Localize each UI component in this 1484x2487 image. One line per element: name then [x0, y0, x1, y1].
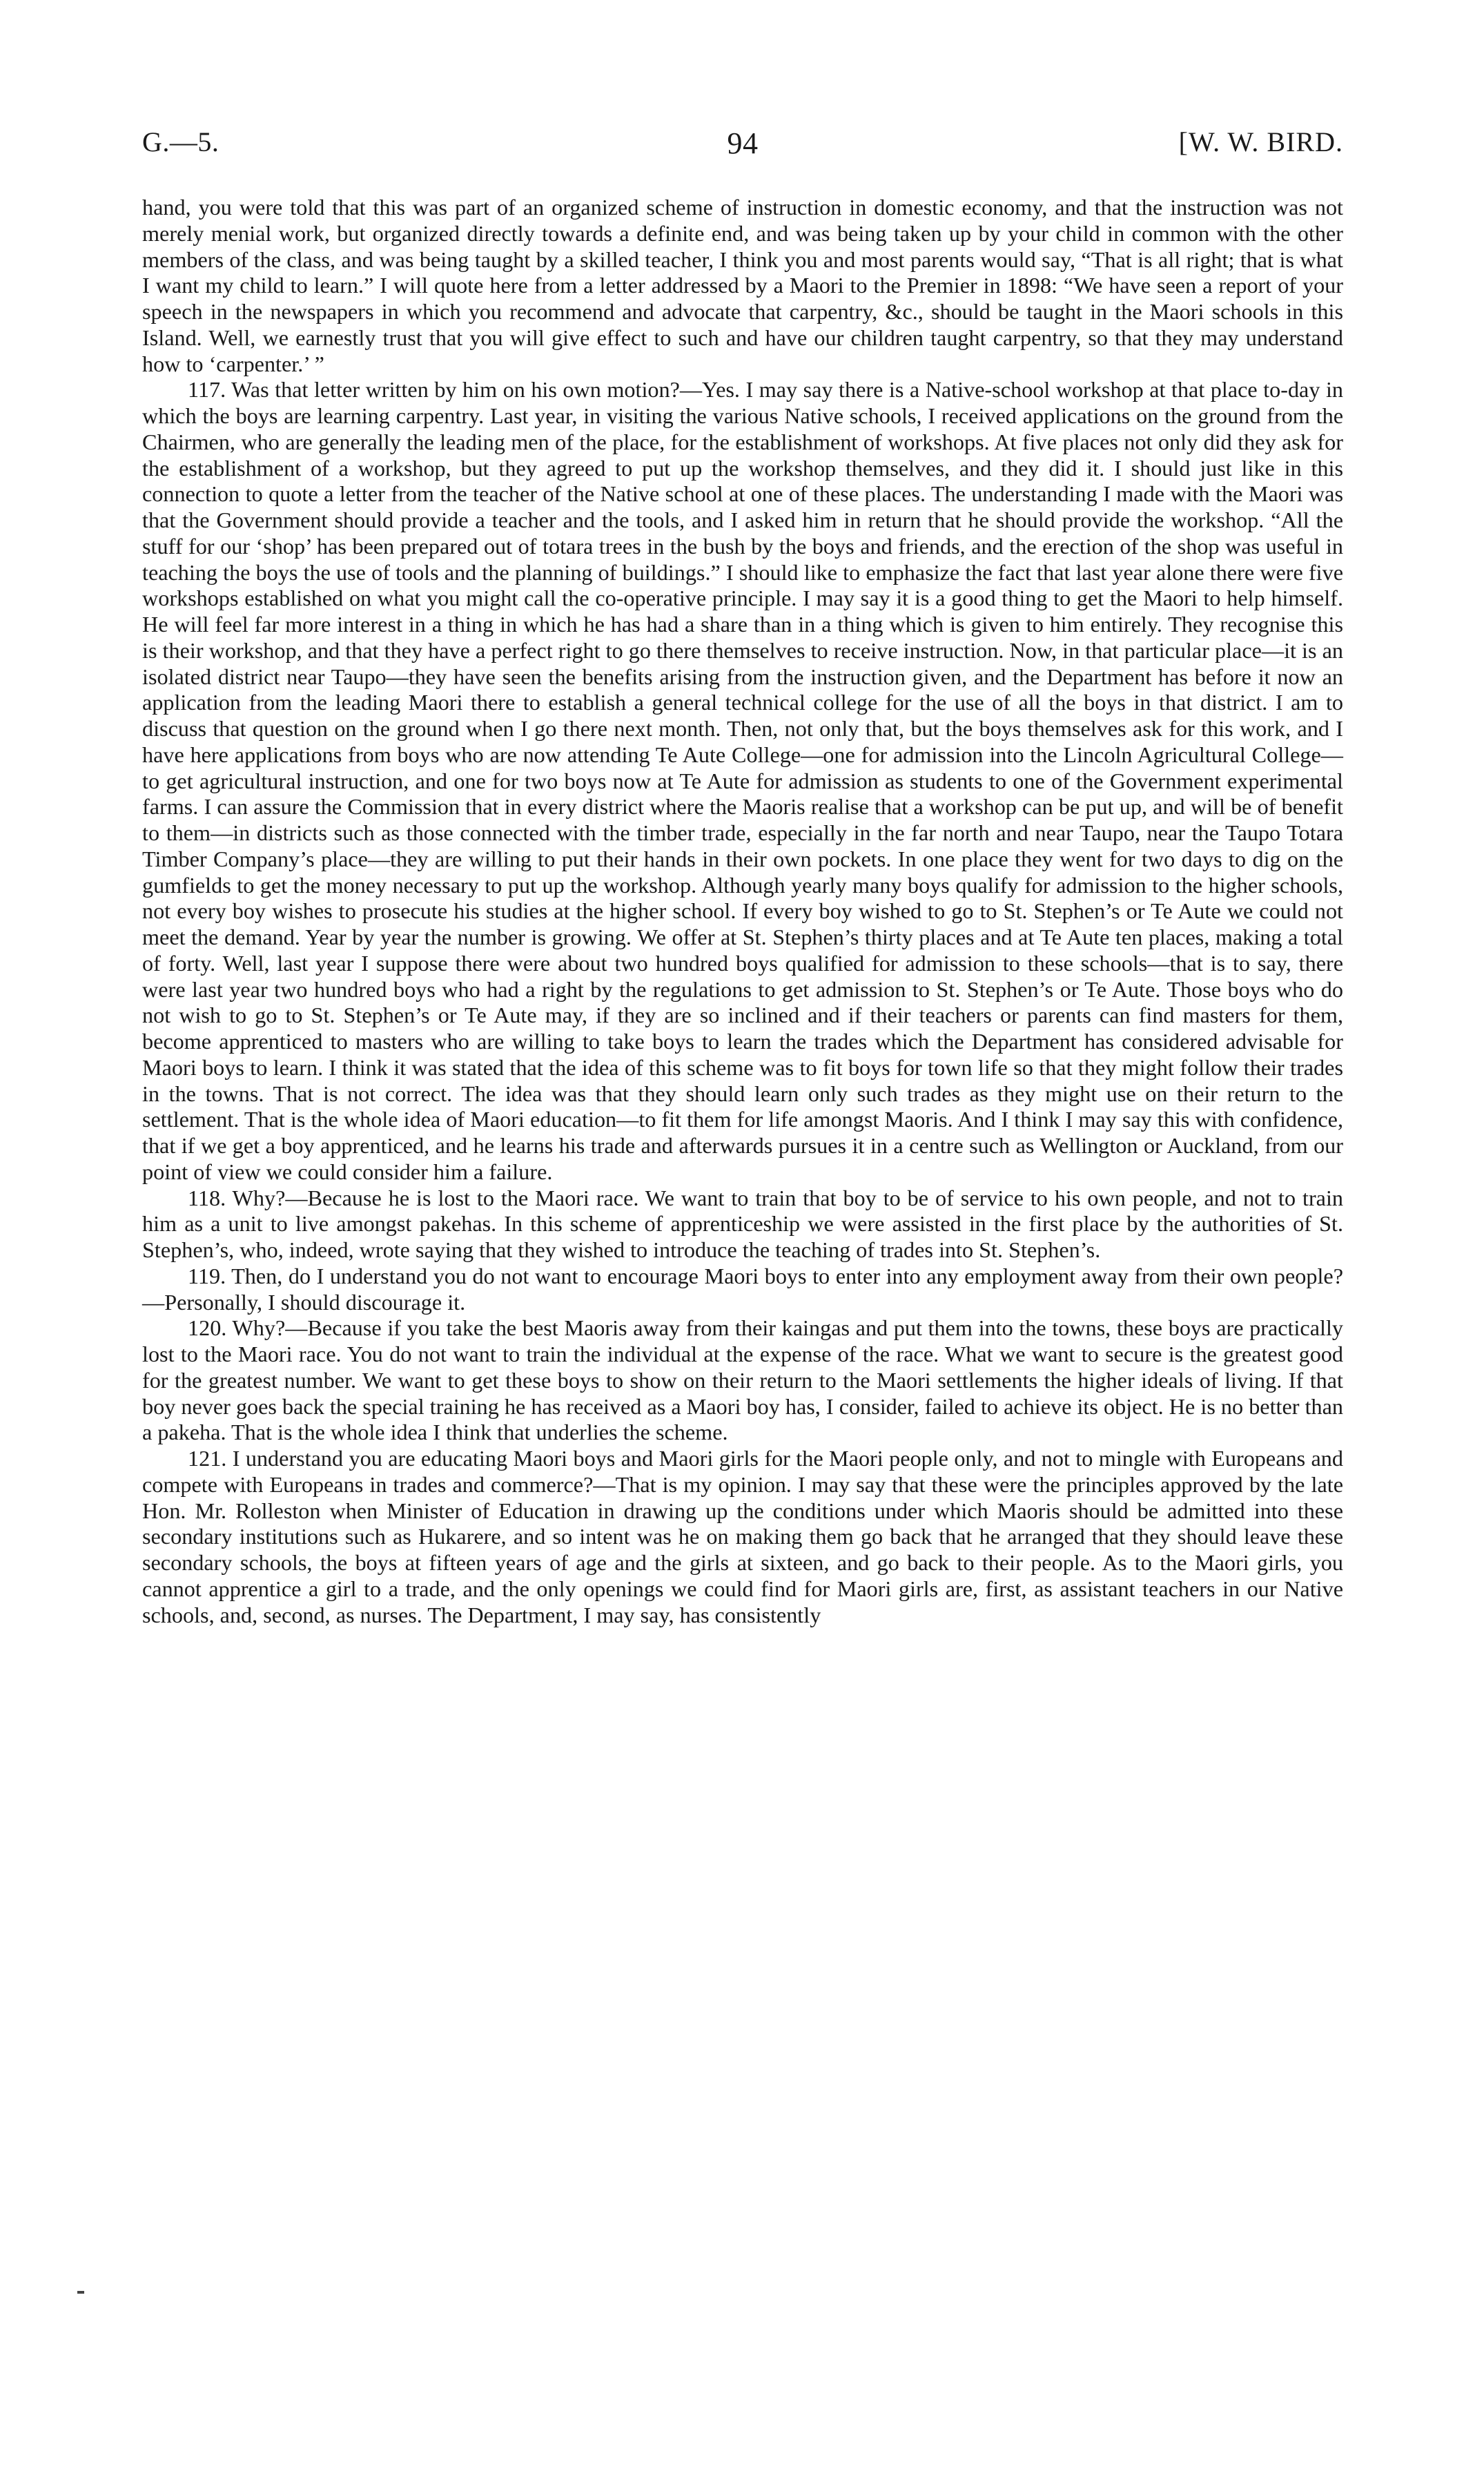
paragraph-118: 118. Why?—Because he is lost to the Maori race. We want to train that boy to be of service to his own people, and not to train him as a unit to live amongst pakehas. In this scheme of apprenticeship we were assisted in the first place by the authorities of St. Stephen’s, who, indeed, wrote saying that they wished to introduce the teaching of trades into St. Stephen’s.	[142, 1185, 1343, 1262]
margin-mark	[77, 2291, 84, 2294]
body-text	[142, 195, 1343, 1628]
witness-name: [W. W. BIRD.	[1178, 126, 1343, 157]
paragraph-121: 121. I understand you are educating Maori boys and Maori girls for the Maori people only, and not to mingle with Europeans and compete with Europeans in trades and commerce?—That is my opinion. I may say that these were the principles approved by the late Hon. Mr. Rolleston when Minister of Education in drawing up the conditions under which Maoris should be admitted into these secondary institutions such as Hukarere, and so intent was he on making them go back that he arranged that they should leave these secondary schools, the boys at fifteen years of age and the girls at sixteen, and go back to their people. As to the Maori girls, you cannot apprentice a girl to a trade, and the only openings we could find for Maori girls are, first, as assistant teachers in our Native schools, and, second, as nurses. The Department, I may say, has consistently	[142, 1446, 1343, 1627]
paragraph-continued: hand, you were told that this was part of an organized scheme of instruction in domestic economy, and that the instruction was not merely menial work, but organized directly towards a definite end, and was being taken up by your child in common with the other members of the class, and was being taught by a skilled teacher, I think you and most parents would say, “That is all right; that is what I want my child to learn.” I will quote here from a letter addressed by a Maori to the Premier in 1898: “We have seen a report of your speech in the newspapers in which you recommend and advocate that carpentry, &c., should be taught in the Maori schools in this Island. Well, we earnestly trust that you will give effect to such and have our children taught carpentry, so that they may understand how to ‘carpenter.’ ”	[142, 195, 1343, 376]
paragraph-120: 120. Why?—Because if you take the best Maoris away from their kaingas and put them into the towns, these boys are practically lost to the Maori race. You do not want to train the individual at the expense of the race. What we want to secure is the greatest good for the greatest number. We want to get these boys to show on their return to the Maori settlements the higher ideals of living. If that boy never goes back the special training he has received as a Maori boy has, I consider, failed to achieve its object. He is no better than a pakeha. That is the whole idea I think that underlies the scheme.	[142, 1315, 1343, 1445]
document-reference: G.—5.	[142, 126, 219, 157]
paragraph-119: 119. Then, do I understand you do not want to encourage Maori boys to enter into any employment away from their own people?—Personally, I should discourage it.	[142, 1263, 1343, 1315]
page-header	[142, 126, 1343, 167]
page-number: 94	[727, 126, 759, 160]
paragraph-117: 117. Was that letter written by him on his own motion?—Yes. I may say there is a Native-school workshop at that place to-day in which the boys are learning carpentry. Last year, in visiting the various Native schools, I received applications on the ground from the Chairmen, who are generally the leading men of the place, for the establishment of workshops. At five places not only did they ask for the establishment of a workshop, but they agreed to put up the workshop themselves, and they did it. I should just like in this connection to quote a letter from the teacher of the Native school at one of these places. The understanding I made with the Maori was that the Government should provide a teacher and the tools, and I asked him in return that he should provide the workshop. “All the stuff for our ‘shop’ has been prepared out of totara trees in the bush by the boys and friends, and the erection of the shop was useful in teaching the boys the use of tools and the planning of buildings.” I should like to emphasize the fact that last year alone there were five workshops established on what you might call the co-operative principle. I may say it is a good thing to get the Maori to help himself. He will feel far more interest in a thing in which he has had a share than in a thing which is given to him entirely. They recognise this is their workshop, and that they have a perfect right to go there themselves to receive instruction. Now, in that particular place—it is an isolated district near Taupo—they have seen the benefits arising from the instruction given, and the Department has before it now an application from the leading Maori there to establish a general technical college for the use of all the boys in that district. I am to discuss that question on the ground when I go there next month. Then, not only that, but the boys themselves ask for this work, and I have here applications from boys who are now attending Te Aute College—one for admission into the Lincoln Agricultural College—to get agricultural instruction, and one for two boys now at Te Aute for admission as students to one of the Government experimental farms. I can assure the Commission that in every district where the Maoris realise that a workshop can be put up, and will be of benefit to them—in districts such as those connected with the timber trade, especially in the far north and near Taupo, near the Taupo Totara Timber Company’s place—they are willing to put their hands in their own pockets. In one place they went for two days to dig on the gumfields to get the money necessary to put up the workshop. Although yearly many boys qualify for admission to the higher schools, not every boy wishes to prosecute his studies at the higher school. If every boy wished to go to St. Stephen’s or Te Aute we could not meet the demand. Year by year the number is growing. We offer at St. Stephen’s thirty places and at Te Aute ten places, making a total of forty. Well, last year I suppose there were about two hundred boys qualified for admission to these schools—that is to say, there were last year two hundred boys who had a right by the regulations to get admission to St. Stephen’s or Te Aute. Those boys who do not wish to go to St. Stephen’s or Te Aute may, if they are so inclined and if their teachers or parents can find masters for them, become apprenticed to masters who are willing to take boys to learn the trades which the Department has considered advisable for Maori boys to learn. I think it was stated that the idea of this scheme was to fit boys for town life so that they might follow their trades in the towns. That is not correct. The idea was that they should learn only such trades as they might use on their return to the settlement. That is the whole idea of Maori education—to fit them for life amongst Maoris. And I think I may say this with confidence, that if we get a boy apprenticed, and he learns his trade and afterwards pursues it in a centre such as Wellington or Auckland, from our point of view we could consider him a failure.	[142, 377, 1343, 1184]
